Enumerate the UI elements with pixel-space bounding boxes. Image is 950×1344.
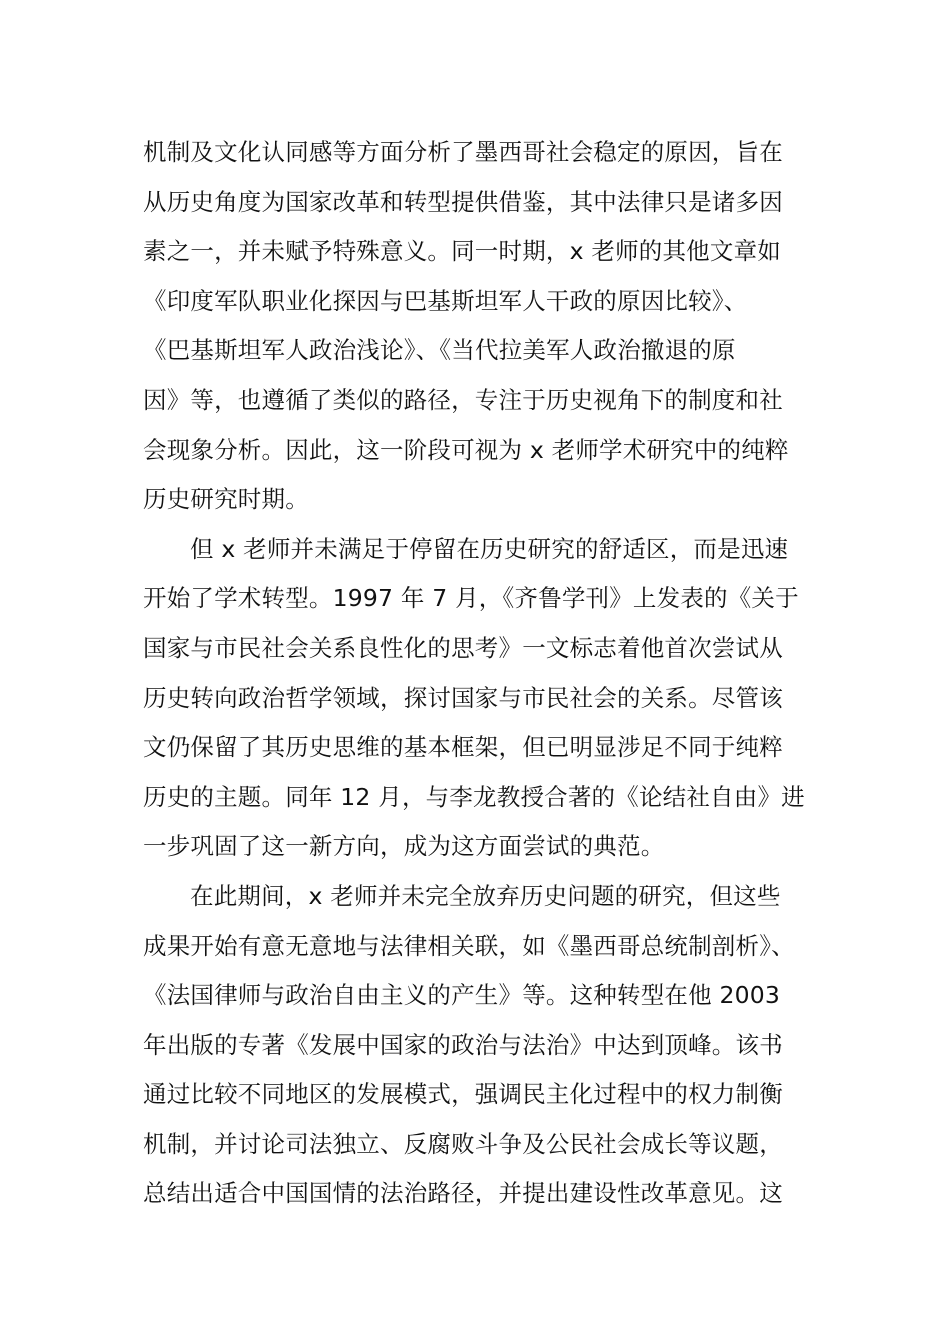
text-line: 会现象分析。因此，这一阶段可视为 x 老师学术研究中的纯粹 (143, 435, 789, 464)
text-line: 历史转向政治哲学领域，探讨国家与市民社会的关系。尽管该 (143, 683, 783, 712)
text-line: 文仍保留了其历史思维的基本框架，但已明显涉足不同于纯粹 (143, 733, 783, 762)
document-body (143, 128, 823, 1219)
text-line: 通过比较不同地区的发展模式，强调民主化过程中的权力制衡 (143, 1080, 783, 1109)
text-line: 但 x 老师并未满足于停留在历史研究的舒适区，而是迅速 (190, 534, 789, 563)
text-line: 从历史角度为国家改革和转型提供借鉴，其中法律只是诸多因 (143, 187, 783, 216)
text-line: 历史的主题。同年 12 月，与李龙教授合著的《论结社自由》进 (143, 782, 805, 811)
text-line: 《巴基斯坦军人政治浅论》、《当代拉美军人政治撤退的原 (143, 336, 736, 365)
paragraph-1 (143, 128, 823, 525)
text-line: 在此期间，x 老师并未完全放弃历史问题的研究，但这些 (190, 881, 781, 910)
text-line: 机制，并讨论司法独立、反腐败斗争及公民社会成长等议题， (143, 1129, 783, 1158)
text-line: 《印度军队职业化探因与巴基斯坦军人干政的原因比较》、 (143, 286, 748, 315)
text-line: 历史研究时期。 (143, 485, 309, 514)
text-line: 国家与市民社会关系良性化的思考》一文标志着他首次尝试从 (143, 633, 783, 662)
text-line: 开始了学术转型。1997 年 7 月，《齐鲁学刊》上发表的《关于 (143, 584, 799, 613)
text-line: 总结出适合中国国情的法治路径，并提出建设性改革意见。这 (143, 1179, 783, 1208)
text-line: 成果开始有意无意地与法律相关联，如《墨西哥总统制剖析》、 (143, 931, 795, 960)
text-line: 机制及文化认同感等方面分析了墨西哥社会稳定的原因，旨在 (143, 138, 783, 166)
text-line: 一步巩固了这一新方向，成为这方面尝试的典范。 (143, 832, 665, 861)
text-line: 年出版的专著《发展中国家的政治与法治》中达到顶峰。该书 (143, 1030, 783, 1059)
text-line: 《法国律师与政治自由主义的产生》等。这种转型在他 2003 (143, 981, 781, 1010)
paragraph-3 (143, 872, 823, 1219)
text-line: 素之一，并未赋予特殊意义。同一时期，x 老师的其他文章如 (143, 237, 781, 266)
paragraph-2 (143, 525, 823, 872)
text-line: 因》等，也遵循了类似的路径，专注于历史视角下的制度和社 (143, 385, 783, 414)
